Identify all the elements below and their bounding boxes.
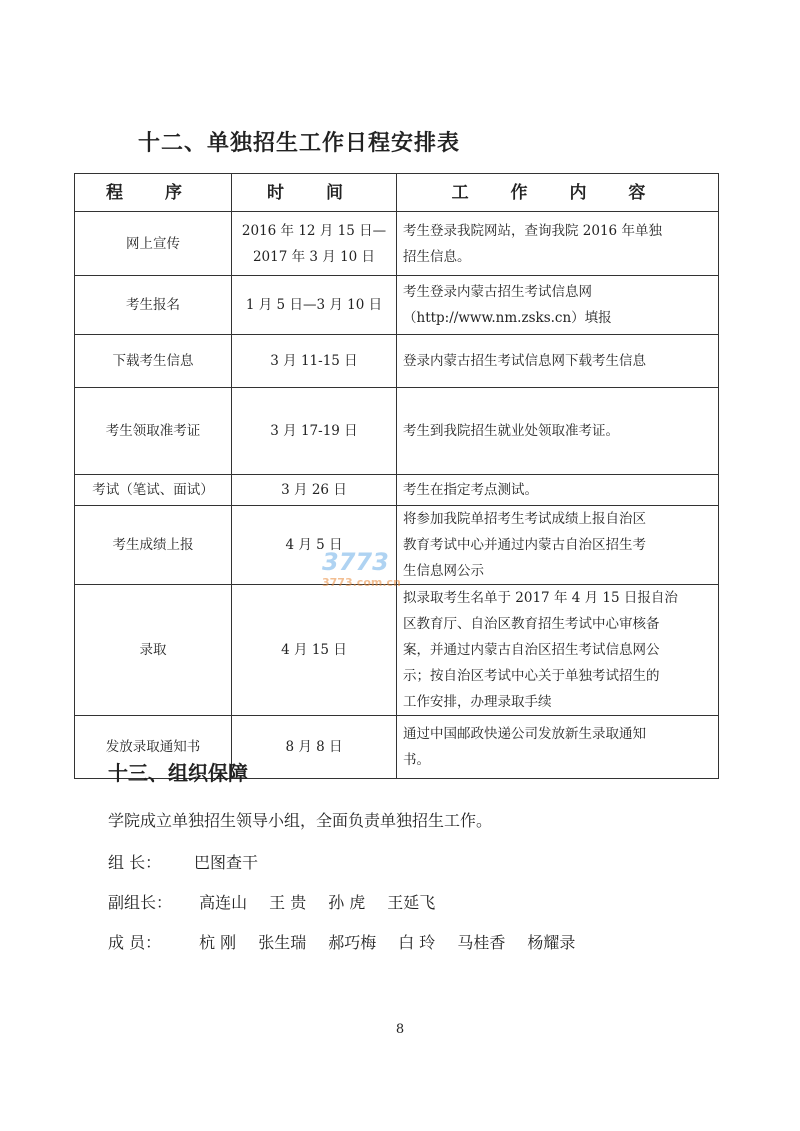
table-row bbox=[75, 585, 719, 716]
leader-label: 组 长： bbox=[108, 853, 162, 872]
time-line: 1 月 5 日—3 月 10 日 bbox=[245, 297, 383, 313]
member-label: 成 员： bbox=[108, 933, 162, 952]
table-header-row bbox=[75, 174, 719, 212]
time-cell bbox=[232, 335, 397, 388]
content-line: （http://www.nm.zsks.cn）填报 bbox=[403, 310, 612, 326]
step-cell: 考生成绩上报 bbox=[75, 506, 232, 585]
content-line: 考生登录内蒙古招生考试信息网 bbox=[403, 284, 592, 300]
content-line: 考生登录我院网站，查询我院 2016 年单独 bbox=[403, 222, 662, 239]
header-step: 程 序 bbox=[75, 174, 232, 212]
header-time: 时 间 bbox=[232, 174, 397, 212]
content-cell bbox=[397, 716, 719, 779]
page-number: 8 bbox=[395, 1022, 405, 1037]
leader-name: 巴图查干 bbox=[194, 853, 259, 872]
content-line: 区教育厅、自治区教育招生考试中心审核备 bbox=[403, 616, 660, 632]
content-line: 将参加我院单招考生考试成绩上报自治区 bbox=[403, 511, 646, 527]
table-row bbox=[75, 506, 719, 585]
table-row bbox=[75, 388, 719, 475]
step-cell: 考试（笔试、面试） bbox=[75, 475, 232, 506]
member-line bbox=[108, 930, 597, 953]
content-line: 通过中国邮政快递公司发放新生录取通知 bbox=[403, 726, 646, 742]
content-line: 登录内蒙古招生考试信息网下载考生信息 bbox=[403, 353, 646, 369]
step-cell: 网上宣传 bbox=[75, 212, 232, 276]
table-row bbox=[75, 276, 719, 335]
content-line: 工作安排，办理录取手续 bbox=[403, 694, 552, 710]
header-content: 工 作 内 容 bbox=[397, 174, 719, 212]
content-line: 教育考试中心并通过内蒙古自治区招生考 bbox=[403, 537, 646, 553]
table-row bbox=[75, 475, 719, 506]
leader-line bbox=[108, 850, 258, 873]
deputy-label: 副组长： bbox=[108, 893, 173, 912]
time-line: 8 月 8 日 bbox=[285, 739, 343, 755]
member-name: 杭 刚 bbox=[199, 933, 237, 952]
content-cell bbox=[397, 475, 719, 506]
content-line: 示；按自治区考试中心关于单独考试招生的 bbox=[403, 668, 660, 684]
content-cell bbox=[397, 212, 719, 276]
section-12-title: 十二、单独招生工作日程安排表 bbox=[138, 131, 461, 156]
step-cell: 考生领取准考证 bbox=[75, 388, 232, 475]
time-line: 3 月 11-15 日 bbox=[270, 353, 358, 369]
deputy-name: 王 贵 bbox=[269, 893, 307, 912]
section-13-title: 十三、组织保障 bbox=[108, 761, 248, 785]
table-row bbox=[75, 212, 719, 276]
time-cell bbox=[232, 475, 397, 506]
deputy-line bbox=[108, 890, 457, 913]
time-line: 2016 年 12 月 15 日— bbox=[241, 222, 387, 239]
content-line: 考生到我院招生就业处领取准考证。 bbox=[403, 423, 619, 439]
step-cell: 发放录取通知书 bbox=[75, 716, 232, 779]
time-cell bbox=[232, 276, 397, 335]
table-row bbox=[75, 335, 719, 388]
time-cell bbox=[232, 506, 397, 585]
content-cell bbox=[397, 335, 719, 388]
content-cell bbox=[397, 506, 719, 585]
content-line: 拟录取考生名单于 2017 年 4 月 15 日报自治 bbox=[403, 590, 678, 606]
member-name: 张生瑞 bbox=[258, 933, 307, 952]
content-cell bbox=[397, 585, 719, 716]
time-cell bbox=[232, 212, 397, 276]
time-cell bbox=[232, 388, 397, 475]
schedule-table bbox=[74, 173, 719, 779]
member-name: 杨耀录 bbox=[527, 933, 576, 952]
content-line: 招生信息。 bbox=[403, 248, 471, 265]
content-line: 案，并通过内蒙古自治区招生考试信息网公 bbox=[403, 642, 660, 658]
deputy-name: 孙 虎 bbox=[328, 893, 366, 912]
deputy-name: 高连山 bbox=[199, 893, 248, 912]
time-line: 3 月 17-19 日 bbox=[270, 423, 358, 439]
content-cell bbox=[397, 388, 719, 475]
time-cell bbox=[232, 716, 397, 779]
time-cell bbox=[232, 585, 397, 716]
content-line: 书。 bbox=[403, 752, 430, 768]
time-line: 2017 年 3 月 10 日 bbox=[252, 248, 376, 265]
intro-text: 学院成立单独招生领导小组，全面负责单独招生工作。 bbox=[108, 811, 493, 830]
step-cell: 下载考生信息 bbox=[75, 335, 232, 388]
time-line: 4 月 5 日 bbox=[285, 537, 343, 553]
watermark-logo: 3773 3773.com.cn bbox=[322, 548, 401, 589]
time-line: 4 月 15 日 bbox=[281, 642, 347, 658]
step-cell: 录取 bbox=[75, 585, 232, 716]
member-name: 郝巧梅 bbox=[328, 933, 377, 952]
member-name: 马桂香 bbox=[457, 933, 506, 952]
content-line: 考生在指定考点测试。 bbox=[403, 482, 538, 498]
deputy-name: 王延飞 bbox=[387, 893, 436, 912]
step-cell: 考生报名 bbox=[75, 276, 232, 335]
member-name: 白 玲 bbox=[398, 933, 436, 952]
time-line: 3 月 26 日 bbox=[281, 482, 347, 498]
content-cell bbox=[397, 276, 719, 335]
content-line: 生信息网公示 bbox=[403, 563, 484, 579]
